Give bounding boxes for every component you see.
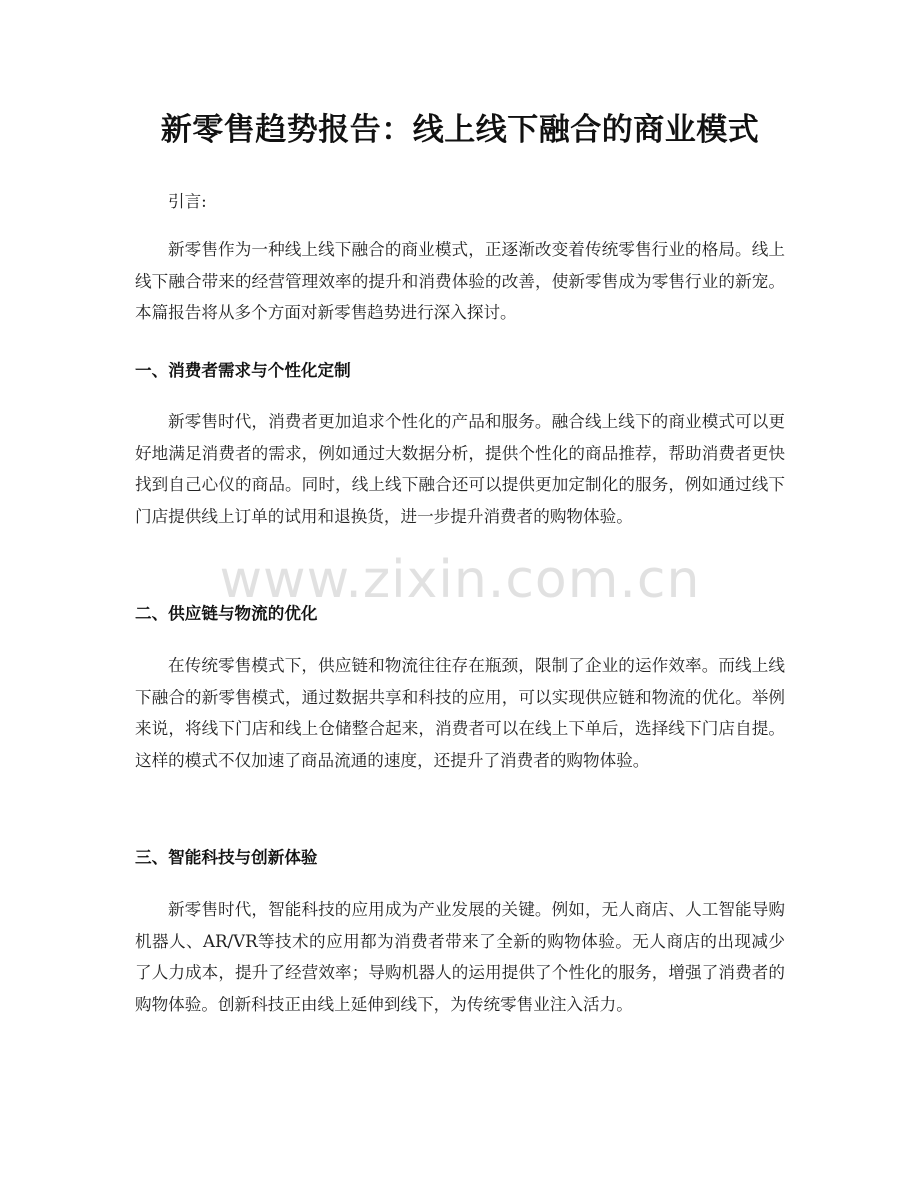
section-paragraph-1: 新零售时代，消费者更加追求个性化的产品和服务。融合线上线下的商业模式可以更好地满足消费者的需求，例如通过大数据分析，提供个性化的商品推荐，帮助消费者更快找到自己心仪的商品。同时，线上线下融合还可以提供更加定制化的服务，例如通过线下门店提供线上订单的试用和退换货，进一步提升消费者的购物体验。 bbox=[135, 412, 785, 526]
watermark: www.zixin.com.cn bbox=[219, 550, 701, 610]
intro-label: 引言: bbox=[168, 192, 207, 211]
intro-paragraph: 新零售作为一种线上线下融合的商业模式，正逐渐改变着传统零售行业的格局。线上线下融合带来的经营管理效率的提升和消费体验的改善，使新零售成为零售行业的新宠。本篇报告将从多个方面对新零售趋势进行深入探讨。 bbox=[135, 240, 785, 322]
section-heading-2: 二、供应链与物流的优化 bbox=[135, 604, 318, 623]
section-paragraph-2: 在传统零售模式下，供应链和物流往往存在瓶颈，限制了企业的运作效率。而线上线下融合的新零售模式，通过数据共享和科技的应用，可以实现供应链和物流的优化。举例来说，将线下门店和线上仓储整合起来，消费者可以在线上下单后，选择线下门店自提。这样的模式不仅加速了商品流通的速度，还提升了消费者的购物体验。 bbox=[135, 656, 785, 770]
section-paragraph-3: 新零售时代，智能科技的应用成为产业发展的关键。例如，无人商店、人工智能导购机器人、AR/VR等技术的应用都为消费者带来了全新的购物体验。无人商店的出现减少了人力成本，提升了经营效率；导购机器人的运用提供了个性化的服务，增强了消费者的购物体验。创新科技正由线上延伸到线下，为传统零售业注入活力。 bbox=[135, 900, 785, 1014]
document-title: 新零售趋势报告：线上线下融合的商业模式 bbox=[160, 112, 760, 148]
section-heading-1: 一、消费者需求与个性化定制 bbox=[135, 361, 351, 380]
section-heading-3: 三、智能科技与创新体验 bbox=[135, 848, 318, 867]
